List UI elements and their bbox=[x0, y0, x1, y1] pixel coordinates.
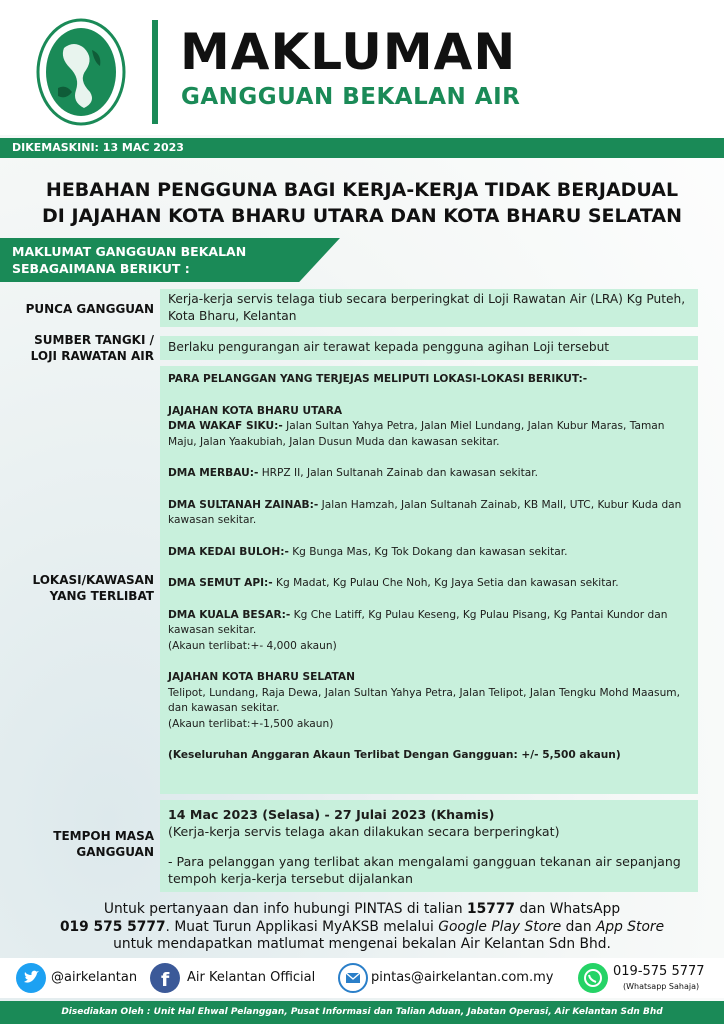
sumber-label bbox=[31, 332, 154, 364]
headline-line-1: HEBAHAN PENGGUNA BAGI KERJA-KERJA TIDAK BERJADUAL bbox=[45, 179, 679, 201]
svg-text:f: f bbox=[161, 969, 170, 991]
lokasi-label bbox=[33, 572, 155, 604]
sumber-label-1: SUMBER TANGKI / bbox=[34, 333, 154, 347]
selatan-akaun: (Akaun terlibat:+-1,500 akaun) bbox=[168, 717, 334, 730]
facebook-icon bbox=[150, 963, 180, 993]
tempoh-box bbox=[160, 800, 698, 892]
lokasi-intro: PARA PELANGGAN YANG TERJEJAS MELIPUTI LOKASI-LOKASI BERIKUT:- bbox=[168, 373, 588, 385]
dma-item bbox=[168, 466, 690, 482]
dma-text: Kg Bunga Mas, Kg Tok Dokang dan kawasan sekitar. bbox=[288, 545, 568, 558]
tempoh-label bbox=[53, 828, 154, 860]
utara-title: JAJAHAN KOTA BHARU UTARA bbox=[168, 404, 343, 417]
dma-text: Jalan Hamzah, Jalan Sultanah Zainab, KB Mall, UTC, Kubur Kuda dan kawasan sekitar. bbox=[168, 498, 682, 526]
selatan-title: JAJAHAN KOTA BHARU SELATAN bbox=[168, 671, 355, 683]
dma-text: Kg Che Latiff, Kg Pulau Keseng, Kg Pulau Pisang, Kg Pantai Kundor dan kawasan sekitar. bbox=[168, 608, 668, 636]
tempoh-label-1: TEMPOH MASA bbox=[53, 829, 154, 843]
lokasi-box bbox=[160, 366, 698, 794]
email-icon bbox=[338, 963, 368, 993]
dma-text: Jalan Sultan Yahya Petra, Jalan Miel Lundang, Jalan Kubur Maras, Taman Maju, Jalan Yaakubiah, Jalan Dusun Muda dan kawasan sekitar. bbox=[168, 420, 665, 448]
twitter-handle[interactable]: @airkelantan bbox=[51, 970, 138, 985]
dma-item bbox=[168, 419, 690, 450]
dma-name: DMA WAKAF SIKU:- bbox=[168, 420, 283, 432]
contact-info bbox=[0, 901, 724, 954]
banner-line-1: MAKLUMAT GANGGUAN BEKALAN bbox=[12, 244, 247, 259]
prepared-by-text: Unit Hal Ehwal Pelanggan, Pusat Informasi dan Talian Aduan, Jabatan Operasi, Air Kelantan Sdn Bhd bbox=[150, 1007, 663, 1017]
total-akaun: (Keseluruhan Anggaran Akaun Terlibat Dengan Gangguan: +/- 5,500 akaun) bbox=[168, 749, 621, 761]
dma-item bbox=[168, 545, 690, 561]
dma-name: DMA KEDAI BULOH:- bbox=[168, 545, 289, 558]
twitter-icon bbox=[16, 963, 46, 993]
page-subtitle: GANGGUAN BEKALAN AIR bbox=[181, 84, 521, 110]
whatsapp-number-social[interactable]: 019-575 5777 bbox=[613, 964, 705, 979]
utara-akaun: (Akaun terlibat:+- 4,000 akaun) bbox=[168, 639, 337, 652]
tempoh-dates: 14 Mac 2023 (Selasa) - 27 Julai 2023 (Khamis) bbox=[168, 807, 495, 822]
page-title: MAKLUMAN bbox=[180, 23, 517, 81]
whatsapp-number: 019 575 5777 bbox=[59, 918, 166, 935]
email-address[interactable]: pintas@airkelantan.com.my bbox=[371, 970, 554, 985]
contact-line-3: untuk mendapatkan matlumat mengenai bekalan Air Kelantan Sdn Bhd. bbox=[113, 936, 611, 952]
dma-text: HRPZ II, Jalan Sultanah Zainab dan kawasan sekitar. bbox=[258, 467, 538, 479]
banner-line-2: SEBAGAIMANA BERIKUT : bbox=[12, 261, 190, 276]
air-kelantan-logo bbox=[36, 18, 126, 126]
selatan-text: Telipot, Lundang, Raja Dewa, Jalan Sultan Yahya Petra, Jalan Telipot, Jalan Tengku Mohd Maasum, dan kawasan sekitar. bbox=[168, 686, 680, 714]
dma-name: DMA KUALA BESAR:- bbox=[168, 608, 291, 621]
dma-item bbox=[168, 608, 690, 639]
dma-item bbox=[168, 498, 690, 529]
headline bbox=[0, 177, 724, 229]
prepared-by-footer bbox=[0, 1001, 724, 1024]
updated-date: DIKEMASKINI: 13 MAC 2023 bbox=[0, 138, 200, 158]
info-banner-text bbox=[12, 243, 246, 277]
punca-box bbox=[160, 289, 698, 327]
whatsapp-icon bbox=[578, 963, 608, 993]
header bbox=[0, 0, 724, 135]
dma-name: DMA SULTANAH ZAINAB:- bbox=[168, 498, 319, 511]
punca-label: PUNCA GANGGUAN bbox=[25, 302, 154, 316]
header-divider bbox=[152, 20, 158, 124]
dma-name: DMA MERBAU:- bbox=[168, 467, 259, 479]
contact-line-2: 019 575 5777. Muat Turun Applikasi MyAKSB melalui Google Play Store dan App Store bbox=[59, 918, 665, 935]
prepared-by-label: Disediakan Oleh : bbox=[61, 1007, 151, 1017]
contact-line-1: Untuk pertanyaan dan info hubungi PINTAS di talian 15777 dan WhatsApp bbox=[103, 901, 621, 917]
sumber-label-2: LOJI RAWATAN AIR bbox=[30, 349, 154, 363]
headline-line-2: DI JAJAHAN KOTA BHARU UTARA DAN KOTA BHARU SELATAN bbox=[42, 205, 682, 227]
tempoh-label-2: GANGGUAN bbox=[76, 845, 154, 859]
tempoh-extra: - Para pelanggan yang terlibat akan mengalami gangguan tekanan air sepanjang tempoh kerja-kerja tersebut dijalankan bbox=[168, 854, 681, 886]
punca-text: Kerja-kerja servis telaga tiub secara berperingkat di Loji Rawatan Air (LRA) Kg Puteh, Kota Bharu, Kelantan bbox=[168, 292, 686, 323]
dma-text: Kg Madat, Kg Pulau Che Noh, Kg Jaya Setia dan kawasan sekitar. bbox=[272, 577, 619, 589]
facebook-page[interactable]: Air Kelantan Official bbox=[187, 970, 316, 985]
sumber-text: Berlaku pengurangan air terawat kepada pengguna agihan Loji tersebut bbox=[168, 340, 610, 354]
dma-item bbox=[168, 576, 690, 592]
lokasi-label-1: LOKASI/KAWASAN bbox=[32, 573, 154, 587]
sumber-box bbox=[160, 336, 698, 360]
hotline-number: 15777 bbox=[467, 901, 516, 917]
lokasi-label-2: YANG TERLIBAT bbox=[49, 589, 154, 603]
whatsapp-note: (Whatsapp Sahaja) bbox=[623, 982, 700, 991]
tempoh-note: (Kerja-kerja servis telaga akan dilakukan secara berperingkat) bbox=[168, 824, 560, 839]
social-bar bbox=[0, 958, 724, 998]
dma-name: DMA SEMUT API:- bbox=[168, 577, 273, 589]
